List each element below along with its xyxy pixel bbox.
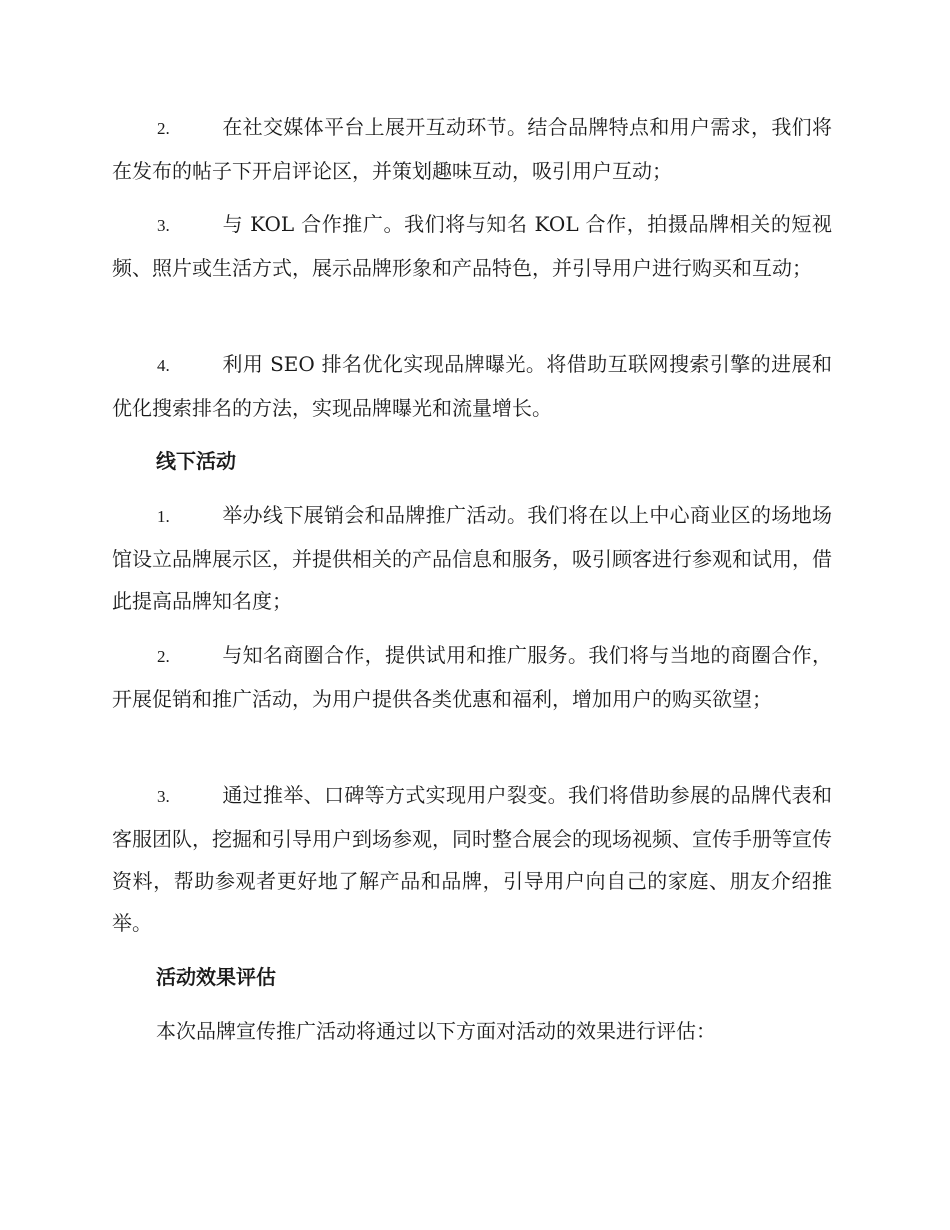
list-number: 4. (157, 356, 170, 375)
list-item (112, 774, 832, 944)
section-heading-offline: 线下活动 (156, 449, 236, 473)
list-text: 利用 SEO 排名优化实现品牌曝光。将借助互联网搜索引擎的进展和优化搜索排名的方法，实现品牌曝光和流量增长。 (112, 352, 832, 420)
list-item (112, 634, 832, 720)
list-text: 举办线下展销会和品牌推广活动。我们将在以上中心商业区的场地场馆设立品牌展示区，并提供相关的产品信息和服务，吸引顾客进行参观和试用，借此提高品牌知名度； (112, 503, 832, 613)
list-text: 在社交媒体平台上展开互动环节。结合品牌特点和用户需求，我们将在发布的帖子下开启评论区，并策划趣味互动，吸引用户互动； (112, 115, 832, 183)
list-item (112, 343, 832, 429)
list-number: 1. (157, 507, 170, 526)
list-item (112, 203, 832, 289)
list-text: 通过推举、口碑等方式实现用户裂变。我们将借助参展的品牌代表和客服团队，挖掘和引导用户到场参观，同时整合展会的现场视频、宣传手册等宣传资料，帮助参观者更好地了解产品和品牌，引导用户向自己的家庭、朋友介绍推举。 (112, 783, 832, 935)
list-number: 2. (157, 119, 170, 138)
evaluation-intro: 本次品牌宣传推广活动将通过以下方面对活动的效果进行评估： (156, 1019, 716, 1043)
list-item (112, 106, 832, 192)
list-number: 3. (157, 787, 170, 806)
section-heading-evaluation: 活动效果评估 (156, 965, 276, 989)
list-number: 2. (157, 647, 170, 666)
list-number: 3. (157, 216, 170, 235)
list-item (112, 494, 832, 622)
list-text: 与知名商圈合作，提供试用和推广服务。我们将与当地的商圈合作，开展促销和推广活动，为用户提供各类优惠和福利，增加用户的购买欲望； (112, 643, 832, 711)
list-text: 与 KOL 合作推广。我们将与知名 KOL 合作，拍摄品牌相关的短视频、照片或生活方式，展示品牌形象和产品特色，并引导用户进行购买和互动； (112, 212, 832, 280)
